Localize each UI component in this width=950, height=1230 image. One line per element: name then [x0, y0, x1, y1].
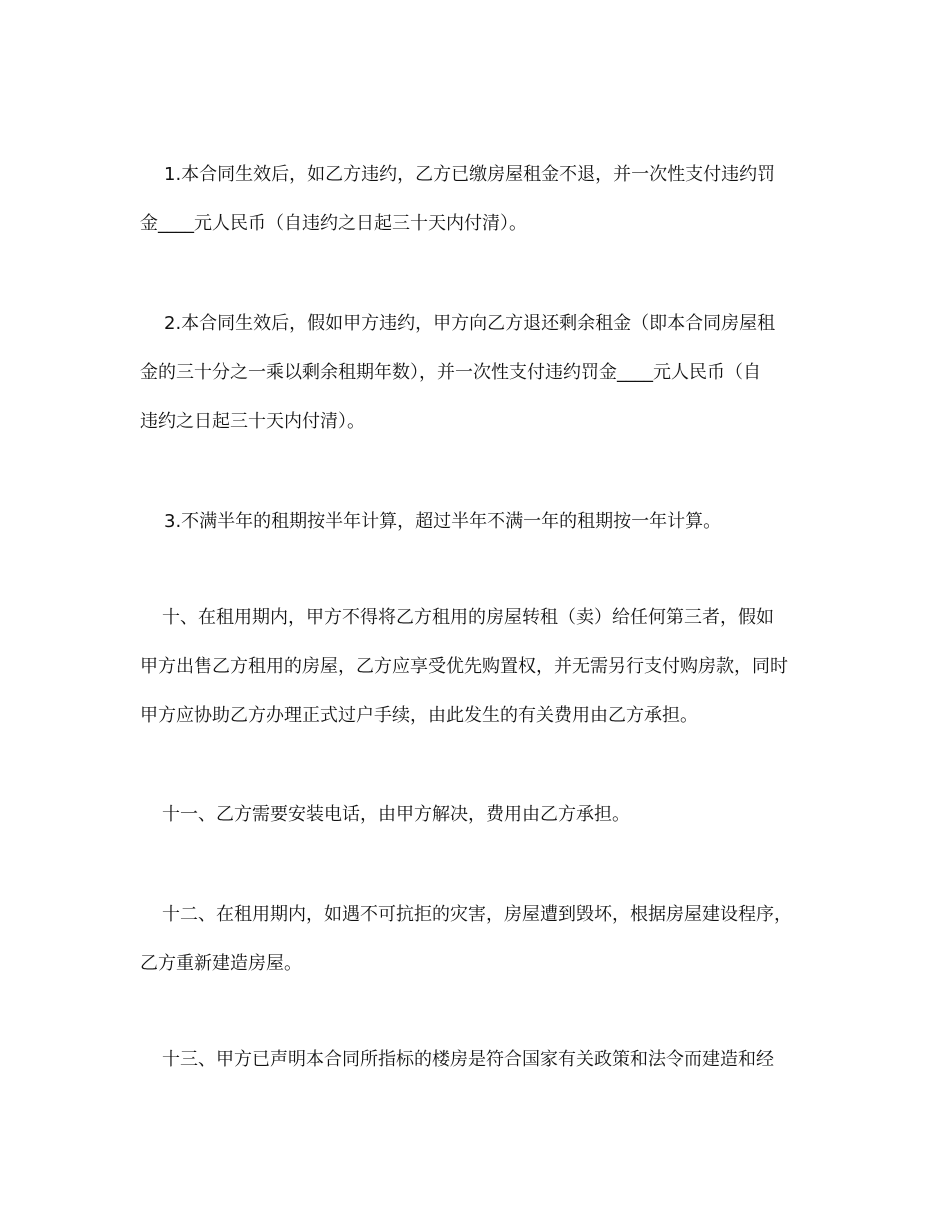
article-12-line-1: 十二、在租用期内，如遇不可抗拒的灾害，房屋遭到毁坏，根据房屋建设程序，: [162, 904, 792, 925]
article-11-line-1: 十一、乙方需要安装电话，由甲方解决，费用由乙方承担。: [162, 804, 630, 825]
clause-2-line-2: 金的三十分之一乘以剩余租期年数），并一次性支付违约罚金____元人民币（自: [140, 362, 761, 383]
clause-1-line-2: 金____元人民币（自违约之日起三十天内付清）。: [140, 213, 527, 234]
article-10-line-2: 甲方出售乙方租用的房屋，乙方应享受优先购置权，并无需另行支付购房款，同时: [140, 656, 788, 677]
article-10-line-1: 十、在租用期内，甲方不得将乙方租用的房屋转租（卖）给任何第三者，假如: [162, 607, 774, 628]
clause-1-line-1: 1.本合同生效后，如乙方违约，乙方已缴房屋租金不退，并一次性支付违约罚: [164, 164, 776, 185]
clause-3-line-1: 3.不满半年的租期按半年计算，超过半年不满一年的租期按一年计算。: [164, 511, 722, 532]
clause-2-line-3: 违约之日起三十天内付清）。: [140, 411, 365, 432]
article-12-line-2: 乙方重新建造房屋。: [140, 953, 302, 974]
clause-2-line-1: 2.本合同生效后，假如甲方违约，甲方向乙方退还剩余租金（即本合同房屋租: [164, 313, 776, 334]
article-10-line-3: 甲方应协助乙方办理正式过户手续，由此发生的有关费用由乙方承担。: [140, 705, 698, 726]
article-13-line-1: 十三、甲方已声明本合同所指标的楼房是符合国家有关政策和法令而建造和经: [162, 1049, 774, 1070]
